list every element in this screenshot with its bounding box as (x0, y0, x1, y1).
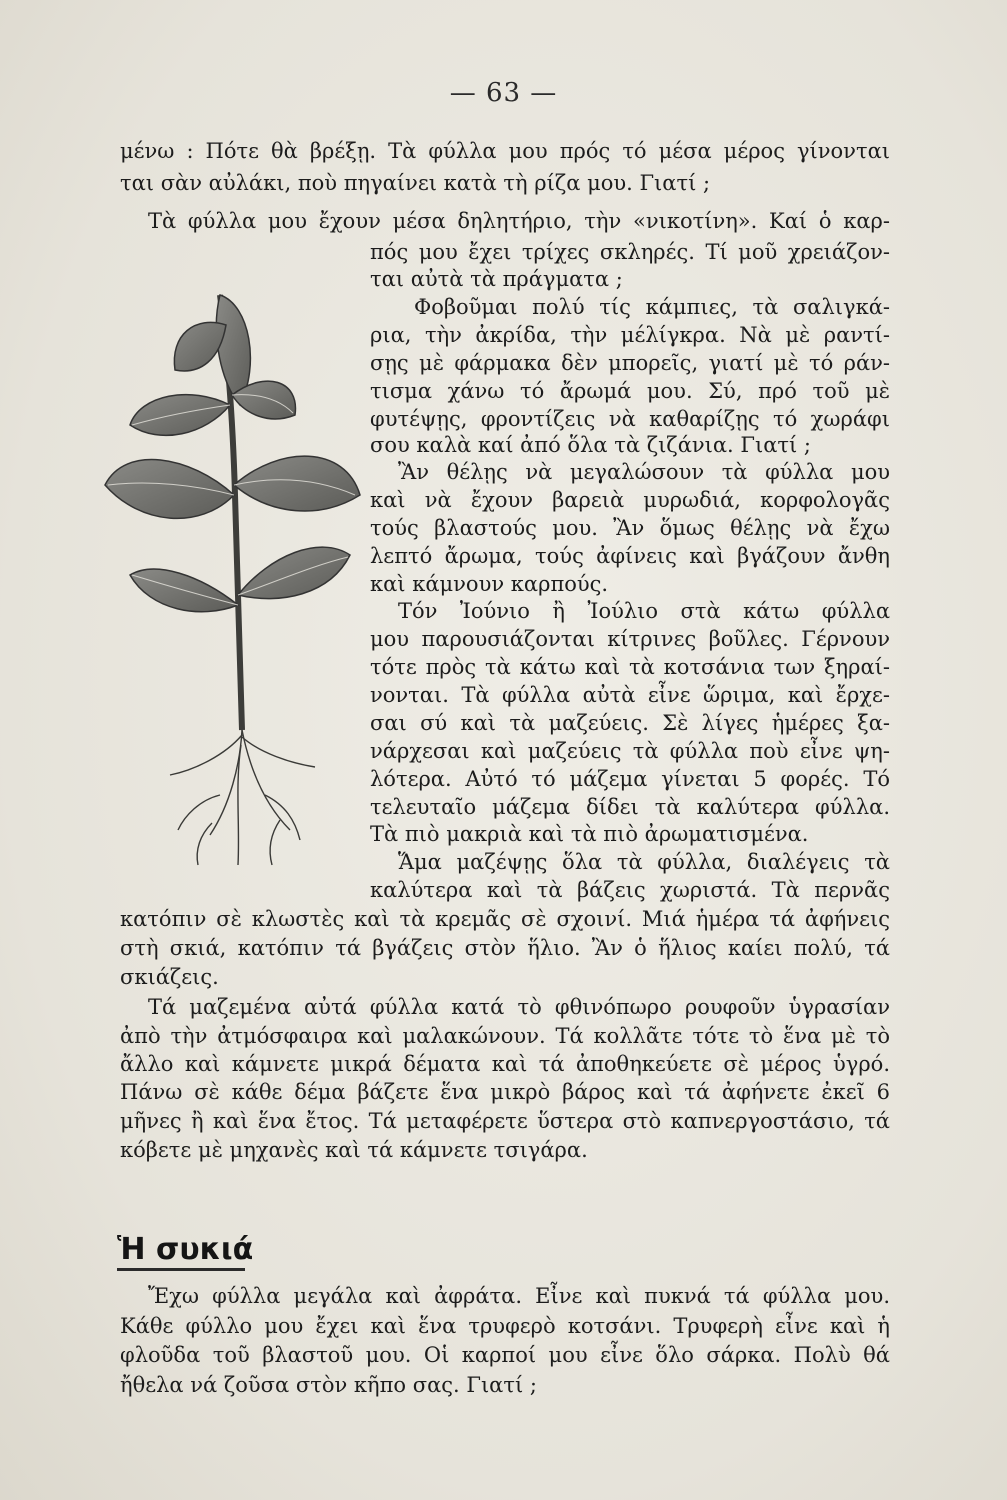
text-line: Τά μαζεμένα αὐτά φύλλα κατά τὸ φθινόπωρο ρουφοῦν ὑγρασίαν (148, 995, 890, 1019)
text-line: λεπτό ἄρωμα, τούς ἀφίνεις καὶ βγάζουν ἄνθη (370, 544, 890, 568)
text-line: Κάθε φύλλο μου ἔχει καὶ ἕνα τρυφερὸ κοτσάνι. Τρυφερὴ εἶνε καὶ ἡ (120, 1314, 890, 1338)
text-line: τότε πρὸς τὰ κάτω καὶ τὰ κοτσάνια των ξηραί- (370, 655, 890, 679)
text-line: Τὰ φύλλα μου ἔχουν μέσα δηλητήριο, τὴν «νικοτίνη». Καί ὁ καρ- (148, 209, 890, 233)
text-line: Φοβοῦμαι πολύ τίς κάμπιες, τὰ σαλιγκά- (414, 295, 890, 319)
text-line: καὶ κάμνουν καρπούς. (370, 572, 609, 596)
text-line: σῃς μὲ φάρμακα δὲν μπορεῖς, γιατί μὲ τό ράν- (370, 351, 890, 375)
text-line: Ἔχω φύλλα μεγάλα καὶ ἀφράτα. Εἶνε καὶ πυκνά τά φύλλα μου. (148, 1284, 890, 1308)
tobacco-plant-illustration (100, 275, 380, 875)
text-line: ἤθελα νά ζοῦσα στὸν κῆπο σας. Γιατί ; (120, 1373, 537, 1397)
text-line: νονται. Τὰ φύλλα αὐτὰ εἶνε ὥριμα, καὶ ἔρχε- (370, 683, 890, 707)
text-line: σαι σύ καὶ τὰ μαζεύεις. Σὲ λίγες ἡμέρες ξα- (370, 711, 890, 735)
text-line: ἀπὸ τὴν ἀτμόσφαιρα καὶ μαλακώνουν. Τά κολλᾶτε τότε τὸ ἕνα μὲ τὸ (120, 1024, 890, 1048)
text-line: σκιάζεις. (120, 965, 219, 989)
text-line: στὴ σκιά, κατόπιν τά βγάζεις στὸν ἥλιο. Ἂν ὁ ἥλιος καίει πολύ, τά (120, 936, 890, 960)
text-line: σου καλὰ καί ἀπό ὅλα τὰ ζιζάνια. Γιατί ; (370, 433, 811, 457)
page-number: — 63 — (449, 78, 558, 108)
section-heading: Ἡ συκιά (117, 1232, 254, 1267)
text-line: τισμα χάνω τό ἄρωμά μου. Σύ, πρό τοῦ μὲ (370, 379, 890, 403)
text-line: κόβετε μὲ μηχανὲς καὶ τά κάμνετε τσιγάρα. (120, 1138, 588, 1162)
text-line: Τὰ πιὸ μακριὰ καὶ τὰ πιὸ ἀρωματισμένα. (370, 822, 809, 846)
text-line: κατόπιν σὲ κλωστὲς καὶ τὰ κρεμᾶς σὲ σχοινί. Μιά ἡμέρα τά ἀφήνεις (120, 907, 890, 931)
text-line: Τόν Ἰούνιο ἢ Ἰούλιο στὰ κάτω φύλλα (398, 599, 890, 623)
text-line: μου παρουσιάζονται κίτρινες βοῦλες. Γέρνουν (370, 627, 890, 651)
text-line: φυτέψῃς, φροντίζεις νὰ καθαρίζῃς τό χωράφι (370, 407, 890, 431)
text-line: νάρχεσαι καὶ μαζεύεις τὰ φύλλα ποὺ εἶνε ψη- (370, 739, 890, 763)
text-line: ται αὐτὰ τὰ πράγματα ; (370, 267, 623, 291)
heading-underline (117, 1268, 245, 1271)
text-line: πός μου ἔχει τρίχες σκληρές. Τί μοῦ χρειάζον- (370, 240, 890, 264)
text-line: μένω : Πότε θὰ βρέξῃ. Τὰ φύλλα μου πρός τό μέσα μέρος γίνονται (120, 139, 890, 163)
text-line: ἄλλο καὶ κάμνετε μικρά δέματα καὶ τά ἀποθηκεύετε σὲ μέρος ὑγρό. (120, 1052, 890, 1076)
text-line: τελευταῖο μάζεμα δίδει τὰ καλύτερα φύλλα. (370, 795, 890, 819)
text-line: λότερα. Αὐτό τό μάζεμα γίνεται 5 φορές. Τό (370, 767, 890, 791)
text-line: τούς βλαστούς μου. Ἂν ὅμως θέλῃς νὰ ἔχω (370, 516, 890, 540)
text-line: καλύτερα καὶ τὰ βάζεις χωριστά. Τὰ περνᾶς (370, 878, 890, 902)
text-line: φλοῦδα τοῦ βλαστοῦ μου. Οἱ καρποί μου εἶνε ὅλο σάρκα. Πολὺ θά (120, 1343, 890, 1367)
text-line: Ἂν θέλῃς νὰ μεγαλώσουν τὰ φύλλα μου (398, 460, 890, 484)
text-line: ται σὰν αὐλάκι, ποὺ πηγαίνει κατὰ τὴ ρίζα μου. Γιατί ; (120, 171, 711, 195)
text-line: καὶ νὰ ἔχουν βαρειὰ μυρωδιά, κορφολογᾶς (370, 488, 890, 512)
text-line: ρια, τὴν ἀκρίδα, τὴν μέλίγκρα. Νὰ μὲ ραντί- (370, 323, 890, 347)
text-line: μῆνες ἢ καὶ ἕνα ἔτος. Τά μεταφέρετε ὕστερα στὸ καπνεργοστάσιο, τά (120, 1109, 890, 1133)
text-line: Ἅμα μαζέψῃς ὅλα τὰ φύλλα, διαλέγεις τὰ (398, 850, 890, 874)
text-line: Πάνω σὲ κάθε δέμα βάζετε ἕνα μικρὸ βάρος καὶ τά ἀφήνετε ἐκεῖ 6 (120, 1080, 890, 1104)
